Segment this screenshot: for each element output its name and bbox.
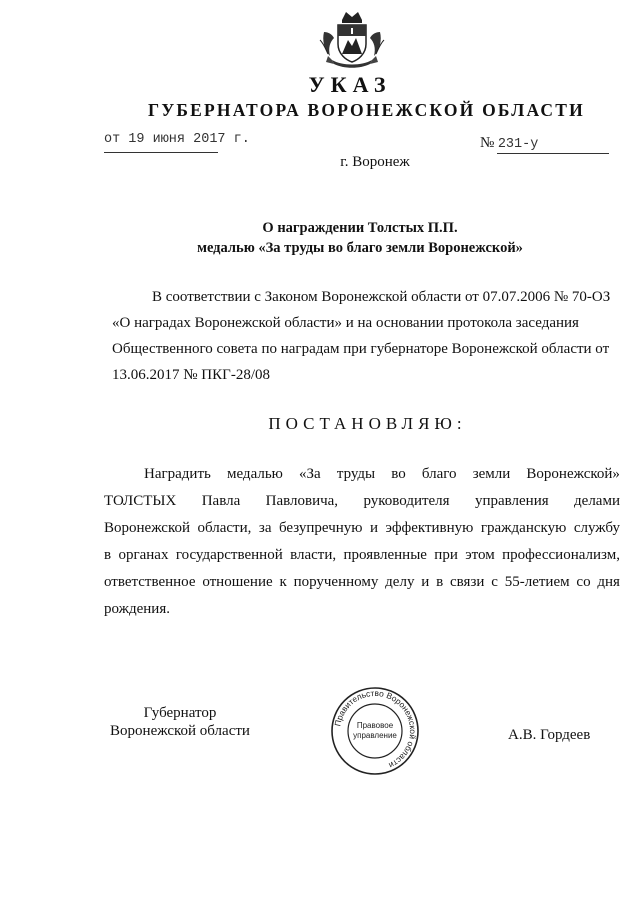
subject-line-2: медалью «За труды во благо земли Воронежской» — [197, 240, 523, 256]
word: и — [369, 520, 379, 536]
preamble-line: В соответствии с Законом Воронежской области от 07.07.2006 № 70-ОЗ — [152, 289, 611, 305]
date-underline — [104, 152, 218, 153]
decree-number: 231-у — [497, 137, 539, 152]
word: власти, — [290, 547, 337, 563]
word: делу — [385, 574, 415, 590]
preamble-line: 13.06.2017 № ПКГ-28/08 — [112, 367, 270, 383]
body-line: рождения. — [104, 601, 170, 617]
decree-number-field — [480, 135, 610, 152]
subject-line-1: О награждении Толстых П.П. — [262, 220, 458, 236]
word: проявленные — [343, 547, 427, 563]
word: руководителя — [363, 493, 450, 509]
stamp-center-line-2: управление — [353, 731, 397, 740]
coat-of-arms-icon — [318, 10, 386, 70]
word: со — [576, 574, 591, 590]
word: гражданскую — [480, 520, 567, 536]
document-type-title: УКАЗ — [308, 72, 392, 97]
preamble-paragraph — [112, 284, 620, 388]
word: порученному — [293, 574, 379, 590]
word: Павловича, — [265, 493, 339, 509]
stamp-ring-text-path: Правительство Воронежской области — [332, 687, 419, 771]
word: в — [104, 547, 112, 563]
word: государственной — [175, 547, 283, 563]
issuing-authority: ГУБЕРНАТОРА ВОРОНЕЖСКОЙ ОБЛАСТИ — [148, 100, 585, 120]
word: благо — [421, 466, 457, 482]
word: этом — [465, 547, 495, 563]
word: дня — [597, 574, 620, 590]
word: Воронежской» — [526, 466, 620, 482]
preamble-line: Общественного совета по наградам при губернаторе Воронежской области от — [112, 341, 610, 357]
body-line — [104, 515, 620, 542]
word: ответственное — [104, 574, 196, 590]
stamp-center-line-1: Правовое — [356, 721, 394, 730]
word: с — [491, 574, 498, 590]
decree-date: от 19 июня 2017 г. — [104, 132, 250, 147]
word: Наградить — [144, 466, 211, 482]
signatory-title — [100, 704, 260, 740]
word: профессионализм, — [502, 547, 620, 563]
word: службу — [573, 520, 620, 536]
word: земли — [472, 466, 511, 482]
decree-subject — [100, 218, 620, 258]
word: в — [436, 574, 444, 590]
word: «За — [299, 466, 321, 482]
body-line — [104, 488, 620, 515]
word: связи — [450, 574, 485, 590]
word: труды — [336, 466, 376, 482]
body-line — [104, 569, 620, 596]
word: управления — [474, 493, 549, 509]
word: к — [279, 574, 287, 590]
word: 55-летием — [504, 574, 570, 590]
word: отношение — [202, 574, 273, 590]
body-line — [104, 461, 620, 488]
word: Воронежской — [104, 520, 190, 536]
signatory-title-line-2: Воронежской области — [110, 723, 250, 739]
word: Павла — [201, 493, 241, 509]
official-stamp — [330, 686, 420, 776]
word: во — [391, 466, 406, 482]
word: органах — [118, 547, 169, 563]
word: при — [434, 547, 458, 563]
signatory-name: А.В. Гордеев — [508, 727, 591, 743]
word: безупречную — [279, 520, 363, 536]
decree-word: ПОСТАНОВЛЯЮ: — [268, 414, 467, 433]
word: эффективную — [385, 520, 474, 536]
word: и — [421, 574, 430, 590]
word: ТОЛСТЫХ — [104, 493, 177, 509]
word: делами — [574, 493, 620, 509]
city: г. Воронеж — [340, 154, 410, 170]
body-line — [104, 542, 620, 569]
word: медалью — [226, 466, 283, 482]
decree-body-paragraph — [104, 461, 620, 623]
word: области, — [197, 520, 252, 536]
word: за — [258, 520, 272, 536]
number-sign: № — [480, 135, 495, 151]
signatory-title-line-1: Губернатор — [143, 705, 217, 721]
preamble-line: «О наградах Воронежской области» и на основании протокола заседания — [112, 315, 579, 331]
